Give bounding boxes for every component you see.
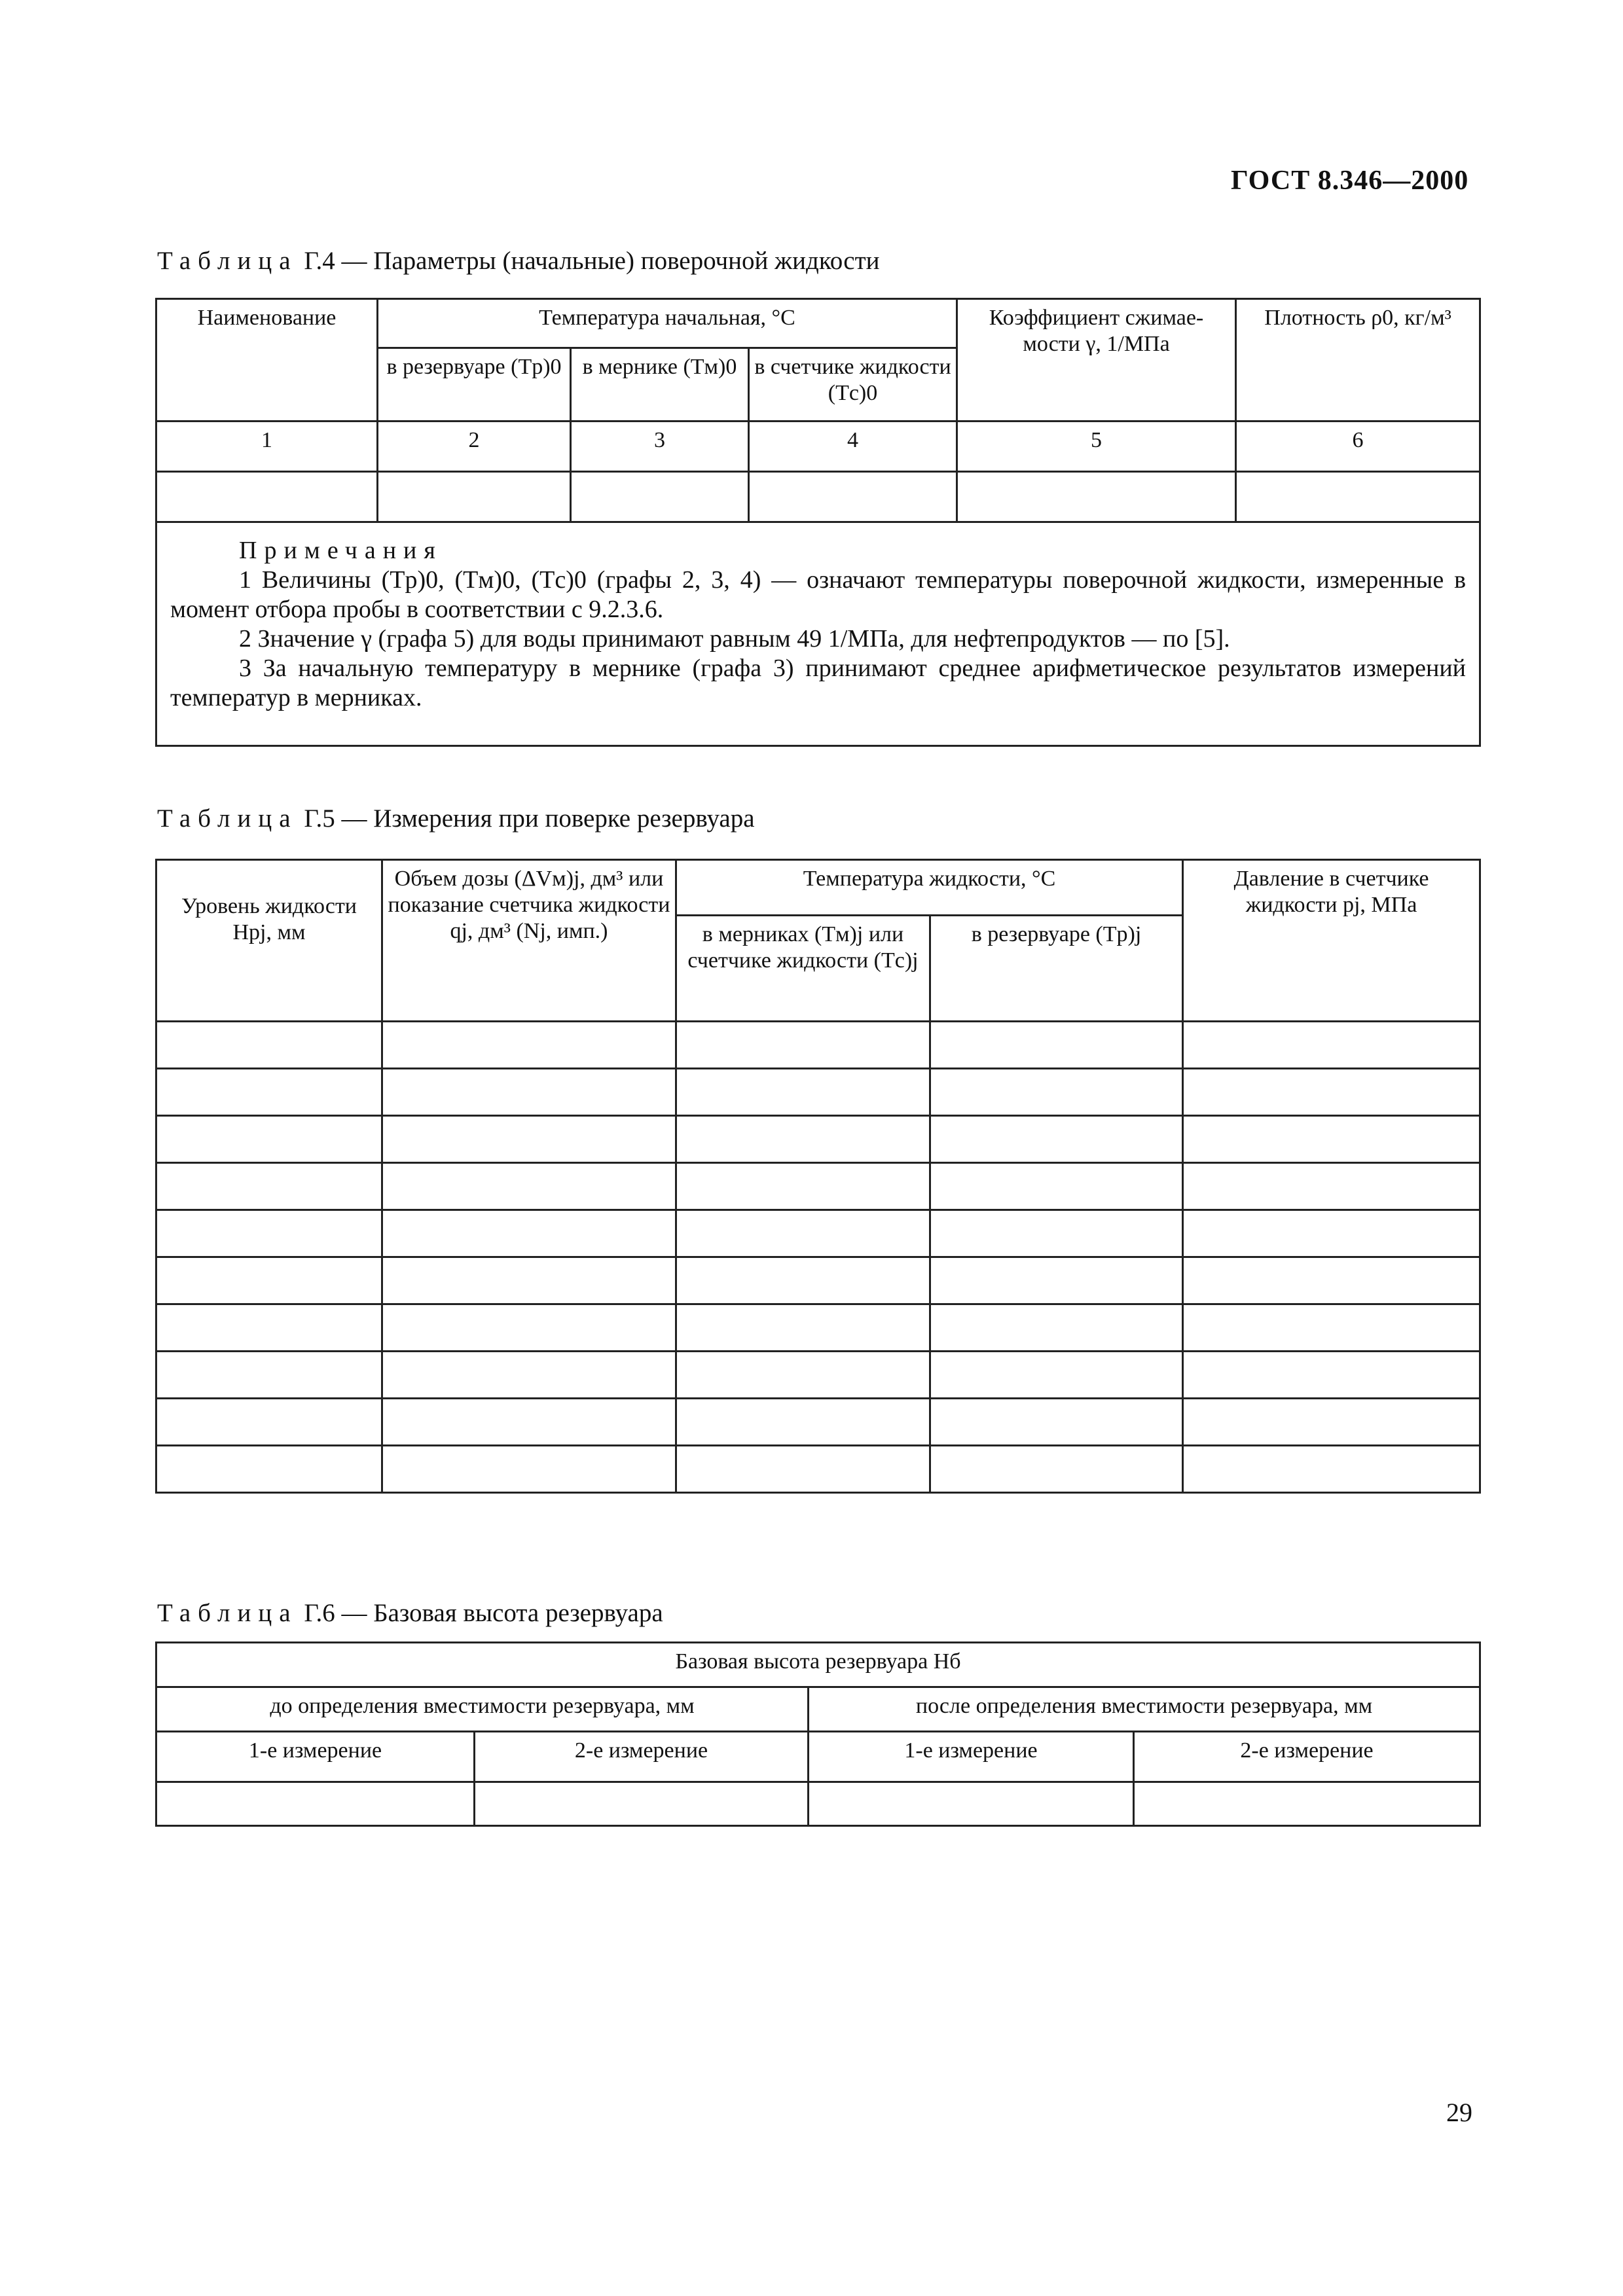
table-cell bbox=[930, 1022, 1183, 1069]
header-measurement-1-after: 1-е измерение bbox=[809, 1732, 1134, 1782]
header-base-height: Базовая высота резервуара Hб bbox=[156, 1643, 1480, 1687]
table-cell bbox=[676, 1304, 930, 1352]
table-cell bbox=[156, 1257, 382, 1304]
table-cell bbox=[930, 1116, 1183, 1163]
table-cell bbox=[156, 472, 378, 522]
table-cell bbox=[382, 1304, 676, 1352]
table-g5-caption bbox=[157, 804, 755, 833]
table-cell bbox=[382, 1210, 676, 1257]
table-cell bbox=[1183, 1446, 1480, 1493]
header-pressure: Давление в счетчике жидкости pj, МПа bbox=[1183, 860, 1480, 1022]
table-row bbox=[156, 1304, 1480, 1352]
table-cell bbox=[1183, 1304, 1480, 1352]
table-cell bbox=[382, 1069, 676, 1116]
caption-text: Г.6 — Базовая высота резервуара bbox=[297, 1599, 663, 1627]
table-cell bbox=[1183, 1022, 1480, 1069]
header-temp-group: Температура начальная, °С bbox=[378, 299, 957, 348]
table-cell bbox=[571, 472, 749, 522]
table-cell bbox=[930, 1210, 1183, 1257]
table-cell bbox=[156, 1446, 382, 1493]
table-cell bbox=[1183, 1210, 1480, 1257]
table-cell bbox=[676, 1069, 930, 1116]
table-row bbox=[156, 1116, 1480, 1163]
table-cell bbox=[156, 1210, 382, 1257]
table-cell bbox=[930, 1163, 1183, 1210]
header-density: Плотность ρ0, кг/м³ bbox=[1236, 299, 1480, 422]
table-cell bbox=[156, 1069, 382, 1116]
table-row bbox=[156, 472, 1480, 522]
table-row bbox=[156, 1069, 1480, 1116]
table-cell bbox=[1236, 472, 1480, 522]
caption-text: Г.4 — Параметры (начальные) поверочной жидкости bbox=[297, 247, 880, 275]
header-temp-tank: в резервуаре (Tр)0 bbox=[378, 348, 571, 422]
table-cell bbox=[676, 1022, 930, 1069]
table-cell bbox=[382, 1022, 676, 1069]
table-cell bbox=[156, 1116, 382, 1163]
table-cell bbox=[809, 1782, 1134, 1826]
table-cell bbox=[957, 472, 1236, 522]
table-cell bbox=[676, 1116, 930, 1163]
table-g6-caption bbox=[157, 1598, 663, 1628]
note-3: 3 За начальную температуру в мернике (графа 3) принимают среднее арифметическое результатов измерений температур в мерниках. bbox=[170, 655, 1467, 711]
table-cell bbox=[1134, 1782, 1480, 1826]
column-number: 6 bbox=[1236, 422, 1480, 472]
header-after: после определения вместимости резервуара, мм bbox=[809, 1687, 1480, 1732]
header-measurement-1-before: 1-е измерение bbox=[156, 1732, 475, 1782]
table-cell bbox=[930, 1257, 1183, 1304]
table-cell bbox=[1183, 1399, 1480, 1446]
table-row bbox=[156, 1446, 1480, 1493]
table-cell bbox=[749, 472, 957, 522]
table-row bbox=[156, 1352, 1480, 1399]
header-temp-group: Температура жидкости, °С bbox=[676, 860, 1183, 916]
table-cell bbox=[676, 1446, 930, 1493]
column-number: 2 bbox=[378, 422, 571, 472]
note-1: 1 Величины (Tр)0, (Tм)0, (Tс)0 (графы 2, 3, 4) — означают температуры поверочной жидкости, измеренные в момент отбора пробы в соответствии с 9.2.3.6. bbox=[170, 566, 1467, 623]
caption-text: Г.5 — Измерения при поверке резервуара bbox=[297, 804, 755, 833]
table-cell bbox=[382, 1399, 676, 1446]
table-row bbox=[156, 1163, 1480, 1210]
table-cell bbox=[382, 1352, 676, 1399]
caption-word: Таблица bbox=[157, 804, 298, 833]
table-g5 bbox=[155, 859, 1481, 1494]
table-cell bbox=[156, 1022, 382, 1069]
table-cell bbox=[930, 1446, 1183, 1493]
table-cell bbox=[1183, 1163, 1480, 1210]
table-cell bbox=[676, 1352, 930, 1399]
table-cell bbox=[156, 1782, 475, 1826]
table-row bbox=[156, 1210, 1480, 1257]
table-cell bbox=[156, 1163, 382, 1210]
table-g4 bbox=[155, 298, 1481, 747]
table-cell bbox=[156, 1399, 382, 1446]
table-cell bbox=[1183, 1116, 1480, 1163]
table-cell bbox=[382, 1163, 676, 1210]
table-g6 bbox=[155, 1641, 1481, 1827]
header-name: Наименование bbox=[156, 299, 378, 422]
table-cell bbox=[930, 1352, 1183, 1399]
header-before: до определения вместимости резервуара, мм bbox=[156, 1687, 809, 1732]
note-2: 2 Значение γ (графа 5) для воды принимают равным 49 1/МПа, для нефтепродуктов — по [5]. bbox=[239, 625, 1230, 653]
header-volume: Объем дозы (ΔVм)j, дм³ или показание счетчика жидкости qj, дм³ (Nj, имп.) bbox=[382, 860, 676, 1022]
table-cell bbox=[1183, 1069, 1480, 1116]
table-cell bbox=[930, 1304, 1183, 1352]
caption-word: Таблица bbox=[157, 247, 298, 275]
table-cell bbox=[1183, 1257, 1480, 1304]
table-cell bbox=[676, 1399, 930, 1446]
table-row bbox=[156, 1022, 1480, 1069]
table-cell bbox=[676, 1210, 930, 1257]
table-cell bbox=[156, 1304, 382, 1352]
table-cell bbox=[676, 1257, 930, 1304]
notes-block bbox=[156, 522, 1480, 746]
table-cell bbox=[676, 1163, 930, 1210]
table-g4-caption bbox=[157, 246, 880, 276]
column-number: 4 bbox=[749, 422, 957, 472]
column-number: 3 bbox=[571, 422, 749, 472]
header-temp-measure: в мернике (Tм)0 bbox=[571, 348, 749, 422]
table-cell bbox=[930, 1399, 1183, 1446]
table-row bbox=[156, 1257, 1480, 1304]
header-temp-tank: в резервуаре (Tр)j bbox=[930, 916, 1183, 1022]
table-cell bbox=[382, 1116, 676, 1163]
column-number: 1 bbox=[156, 422, 378, 472]
table-cell bbox=[382, 1446, 676, 1493]
page-number: 29 bbox=[1446, 2098, 1472, 2127]
column-number-row bbox=[156, 422, 1480, 472]
table-cell bbox=[382, 1257, 676, 1304]
table-cell bbox=[475, 1782, 809, 1826]
header-level: Уровень жидкости Hрj, мм bbox=[156, 860, 382, 1022]
header-measurement-2-before: 2-е измерение bbox=[475, 1732, 809, 1782]
table-row bbox=[156, 1782, 1480, 1826]
header-measurement-2-after: 2-е измерение bbox=[1134, 1732, 1480, 1782]
caption-word: Таблица bbox=[157, 1599, 298, 1627]
header-temp-counter: в счетчике жидкости (Tс)0 bbox=[749, 348, 957, 422]
table-cell bbox=[1183, 1352, 1480, 1399]
notes-title: Примечания bbox=[239, 537, 443, 564]
table-cell bbox=[930, 1069, 1183, 1116]
document-code: ГОСТ 8.346—2000 bbox=[1231, 166, 1469, 196]
table-cell bbox=[378, 472, 571, 522]
column-number: 5 bbox=[957, 422, 1236, 472]
table-row bbox=[156, 1399, 1480, 1446]
table-cell bbox=[156, 1352, 382, 1399]
header-temp-measures: в мерниках (Tм)j или счетчике жидкости (Tс)j bbox=[676, 916, 930, 1022]
header-compress: Коэффициент сжимае-мости γ, 1/МПа bbox=[957, 299, 1236, 422]
